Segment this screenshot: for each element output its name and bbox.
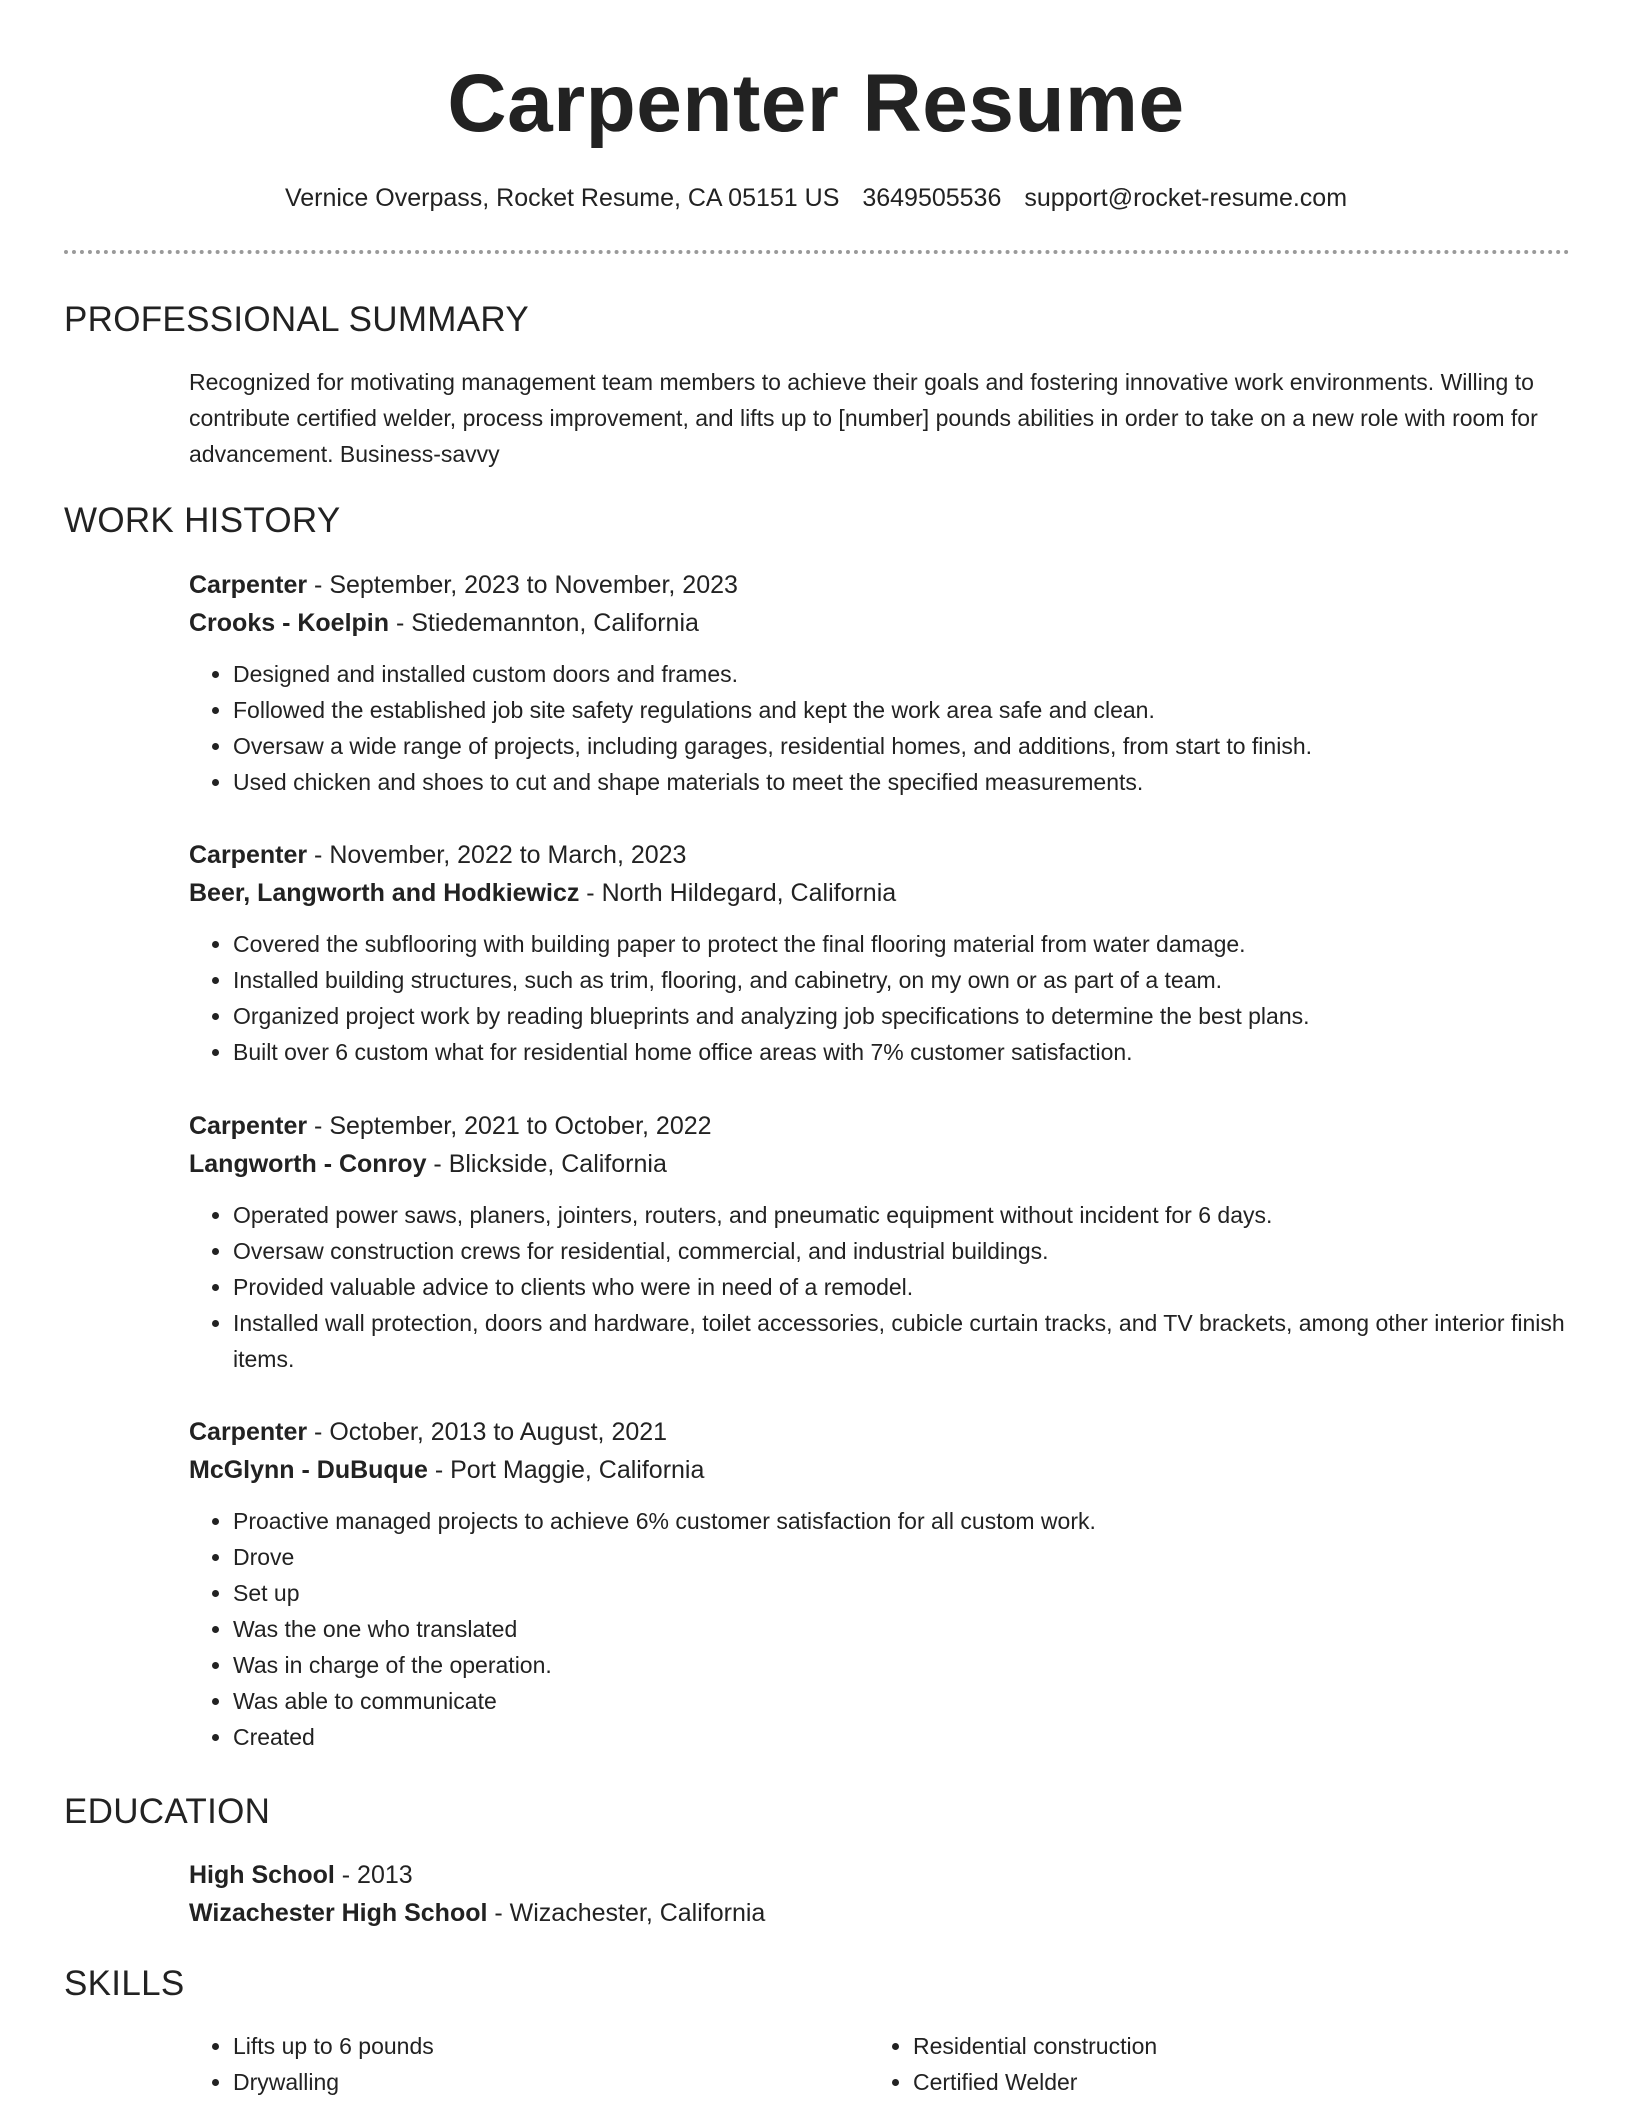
- list-item: • Operated power saws, planers, jointers, routers, and pneumatic equipment without incident for 6 days.: [233, 1197, 1569, 1233]
- job-company: Beer, Langworth and Hodkiewicz: [189, 879, 580, 907]
- list-item: • Certified Welder: [913, 2064, 1573, 2100]
- resume-title: Carpenter Resume: [447, 58, 1185, 149]
- contact-line: [0, 180, 1632, 216]
- list-item: • Was the one who translated: [233, 1611, 1569, 1647]
- job-entry: [189, 836, 1569, 1070]
- list-item: • Residential construction: [913, 2028, 1573, 2064]
- list-item: • Covered the subflooring with building paper to protect the final flooring material from water damage.: [233, 926, 1569, 962]
- job-company-line: McGlynn - DuBuque - Port Maggie, California: [189, 1456, 705, 1484]
- section-title-summary: PROFESSIONAL SUMMARY: [64, 300, 529, 339]
- education-year: 2013: [357, 1861, 413, 1889]
- job-location: North Hildegard, California: [601, 879, 897, 907]
- education-entry: [189, 1856, 1569, 1932]
- job-bullets: [189, 926, 1569, 1070]
- list-item: • Was able to communicate: [233, 1683, 1569, 1719]
- education-school: Wizachester High School: [189, 1899, 488, 1927]
- list-item: • Organized project work by reading blueprints and analyzing job specifications to determine the best plans.: [233, 998, 1569, 1034]
- job-role: Carpenter: [189, 1112, 308, 1140]
- job-dates: September, 2023 to November, 2023: [329, 571, 738, 599]
- job-title-line: Carpenter - September, 2021 to October, 2022: [189, 1112, 712, 1140]
- education-location: Wizachester, California: [509, 1899, 766, 1927]
- list-item: • Oversaw a wide range of projects, including garages, residential homes, and additions, from start to finish.: [233, 728, 1569, 764]
- list-item: • Oversaw construction crews for residential, commercial, and industrial buildings.: [233, 1233, 1569, 1269]
- job-dates: November, 2022 to March, 2023: [329, 841, 687, 869]
- skills-column-right: [869, 2028, 1573, 2100]
- job-company-line: Langworth - Conroy - Blickside, California: [189, 1150, 667, 1178]
- job-role: Carpenter: [189, 1418, 308, 1446]
- list-item: • Set up: [233, 1575, 1569, 1611]
- job-location: Port Maggie, California: [450, 1456, 705, 1484]
- job-company-line: Beer, Langworth and Hodkiewicz - North Hildegard, California: [189, 879, 897, 907]
- list-item: • Was in charge of the operation.: [233, 1647, 1569, 1683]
- job-company: McGlynn - DuBuque: [189, 1456, 428, 1484]
- section-title-work: WORK HISTORY: [64, 501, 341, 540]
- list-item: • Proactive managed projects to achieve 6% customer satisfaction for all custom work.: [233, 1503, 1569, 1539]
- list-item: • Followed the established job site safety regulations and kept the work area safe and clean.: [233, 692, 1569, 728]
- list-item: • Used chicken and shoes to cut and shape materials to meet the specified measurements.: [233, 764, 1569, 800]
- list-item: • Built over 6 custom what for residential home office areas with 7% customer satisfaction.: [233, 1034, 1569, 1070]
- education-degree-line: High School - 2013: [189, 1861, 413, 1889]
- list-item: • Installed wall protection, doors and hardware, toilet accessories, cubicle curtain tracks, and TV brackets, among other interior finish items.: [233, 1305, 1569, 1377]
- job-role: Carpenter: [189, 571, 308, 599]
- contact-address: Vernice Overpass, Rocket Resume, CA 05151 US: [284, 184, 840, 212]
- job-title-line: Carpenter - November, 2022 to March, 2023: [189, 841, 687, 869]
- list-item: • Created: [233, 1719, 1569, 1755]
- job-company: Langworth - Conroy: [189, 1150, 427, 1178]
- section-title-skills: SKILLS: [64, 1964, 185, 2003]
- job-title-line: Carpenter - September, 2023 to November, 2023: [189, 571, 738, 599]
- job-entry: [189, 566, 1569, 800]
- job-company-line: Crooks - Koelpin - Stiedemannton, California: [189, 609, 699, 637]
- list-item: • Installed building structures, such as trim, flooring, and cabinetry, on my own or as part of a team.: [233, 962, 1569, 998]
- job-title-line: Carpenter - October, 2013 to August, 2021: [189, 1418, 668, 1446]
- list-item: • Designed and installed custom doors and frames.: [233, 656, 1569, 692]
- job-bullets: [189, 1503, 1569, 1755]
- header-divider: [64, 250, 1570, 254]
- job-entry: [189, 1107, 1569, 1377]
- job-role: Carpenter: [189, 841, 308, 869]
- job-bullets: [189, 656, 1569, 800]
- list-item: • Provided valuable advice to clients who were in need of a remodel.: [233, 1269, 1569, 1305]
- job-location: Stiedemannton, California: [411, 609, 699, 637]
- job-dates: October, 2013 to August, 2021: [329, 1418, 668, 1446]
- job-bullets: [189, 1197, 1569, 1377]
- education-school-line: Wizachester High School - Wizachester, California: [189, 1899, 766, 1927]
- job-company: Crooks - Koelpin: [189, 609, 390, 637]
- skills-column-left: [189, 2028, 893, 2100]
- summary-text: Recognized for motivating management team members to achieve their goals and fostering innovative work environments. Willing to contribute certified welder, process improvement, and lifts up to [number] pounds abilities in order to take on a new role with room for advancement. Business-savvy: [189, 369, 1538, 467]
- job-entry: [189, 1413, 1569, 1755]
- contact-email: support@rocket-resume.com: [1024, 184, 1348, 212]
- list-item: • Lifts up to 6 pounds: [233, 2028, 893, 2064]
- job-dates: September, 2021 to October, 2022: [329, 1112, 712, 1140]
- education-degree: High School: [189, 1861, 335, 1889]
- section-title-education: EDUCATION: [64, 1792, 271, 1831]
- job-location: Blickside, California: [448, 1150, 667, 1178]
- contact-phone: 3649505536: [862, 184, 1002, 212]
- list-item: • Drywalling: [233, 2064, 893, 2100]
- list-item: • Drove: [233, 1539, 1569, 1575]
